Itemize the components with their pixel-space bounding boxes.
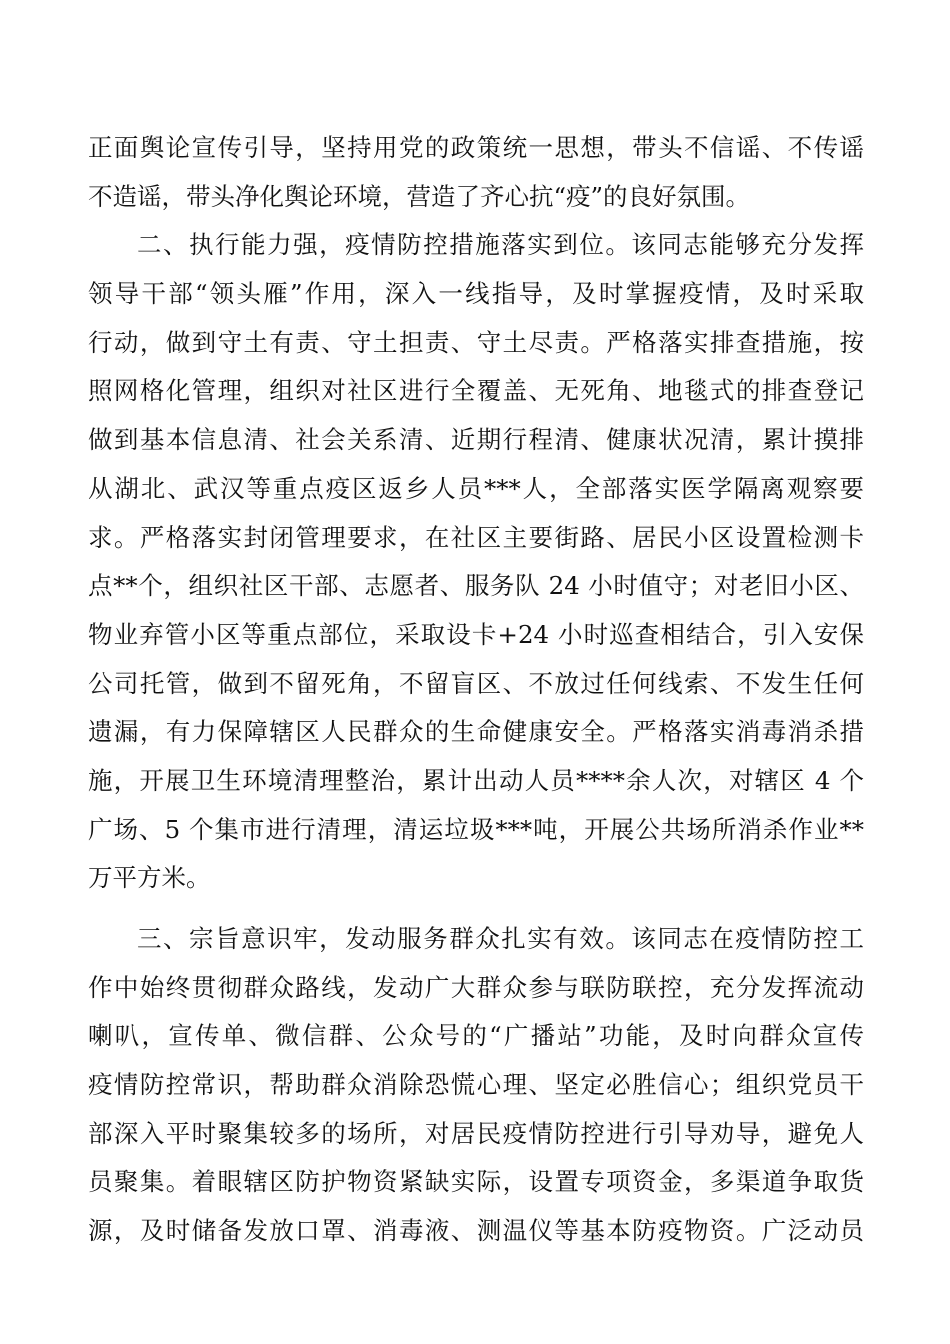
- paragraph-3-line-1: 三、宗旨意识牢，发动服务群众扎实有效。该同志在疫情防控工: [137, 924, 864, 953]
- paragraph-gap: [88, 903, 864, 915]
- paragraph-3-line-7: 源，及时储备发放口罩、消毒液、测温仪等基本防疫物资。广泛动员: [88, 1216, 864, 1246]
- paragraph-3-line-5: 部深入平时聚集较多的场所，对居民疫情防控进行引导劝导，避免人: [88, 1118, 864, 1148]
- paragraph-2-line-7: 求。严格落实封闭管理要求，在社区主要街路、居民小区设置检测卡: [88, 522, 864, 552]
- paragraph-3-line-4: 疫情防控常识，帮助群众消除恐慌心理、坚定必胜信心；组织党员干: [88, 1070, 864, 1100]
- paragraph-2-line-12: 施，开展卫生环境清理整治，累计出动人员****余人次，对辖区 4 个: [88, 765, 864, 795]
- paragraph-2-line-11: 遗漏，有力保障辖区人民群众的生命健康安全。严格落实消毒消杀措: [88, 717, 864, 747]
- paragraph-2-line-1: 二、执行能力强，疫情防控措施落实到位。该同志能够充分发挥: [137, 230, 864, 260]
- paragraph-2-line-5: 做到基本信息清、社会关系清、近期行程清、健康状况清，累计摸排: [88, 425, 864, 455]
- paragraph-2-line-2: 领导干部“领头雁”作用，深入一线指导，及时掌握疫情，及时采取: [88, 279, 864, 309]
- paragraph-2-line-9: 物业弃管小区等重点部位，采取设卡+24 小时巡查相结合，引入安保: [88, 619, 864, 649]
- paragraph-2-line-6: 从湖北、武汉等重点疫区返乡人员***人，全部落实医学隔离观察要: [88, 473, 864, 503]
- paragraph-1-line-1: 正面舆论宣传引导，坚持用党的政策统一思想，带头不信谣、不传谣: [88, 133, 864, 162]
- paragraph-1-line-2: 不造谣，带头净化舆论环境，营造了齐心抗“疫”的良好氛围。: [88, 181, 751, 211]
- paragraph-2-line-3: 行动，做到守土有责、守土担责、守土尽责。严格落实排查措施，按: [88, 327, 864, 357]
- paragraph-2-line-14: 万平方米。: [88, 863, 211, 893]
- paragraph-3-line-2: 作中始终贯彻群众路线，发动广大群众参与联防联控，充分发挥流动: [88, 972, 864, 1002]
- paragraph-3-line-3: 喇叭，宣传单、微信群、公众号的“广播站”功能，及时向群众宣传: [88, 1021, 864, 1051]
- paragraph-2-line-8: 点**个，组织社区干部、志愿者、服务队 24 小时值守；对老旧小区、: [88, 571, 864, 601]
- paragraph-2-line-10: 公司托管，做到不留死角，不留盲区、不放过任何线索、不发生任何: [88, 668, 864, 698]
- document-body: [88, 124, 864, 1256]
- paragraph-2-line-13: 广场、5 个集市进行清理，清运垃圾***吨，开展公共场所消杀作业**: [88, 814, 864, 844]
- paragraph-3-line-6: 员聚集。着眼辖区防护物资紧缺实际，设置专项资金，多渠道争取货: [88, 1167, 864, 1197]
- paragraph-2-line-4: 照网格化管理，组织对社区进行全覆盖、无死角、地毯式的排查登记: [88, 376, 864, 406]
